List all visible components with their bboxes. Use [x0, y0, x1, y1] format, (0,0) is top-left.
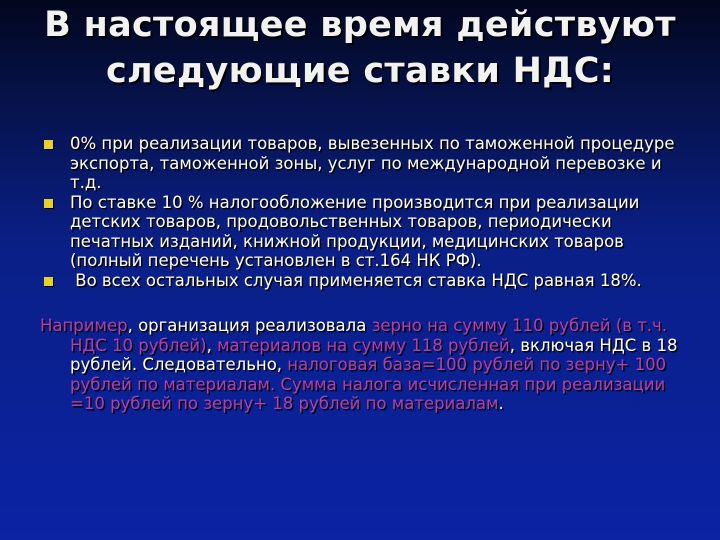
example-text: .: [498, 394, 504, 413]
bullet-item-ten-rate: [44, 193, 680, 271]
square-bullet-icon: [44, 277, 53, 286]
bullet-text: 0% при реализации товаров, вывезенных по таможенной процедуре экспорта, таможенной зоны, услуг по международной перевозке и т.д.: [70, 134, 675, 192]
bullet-item-zero-rate: [44, 134, 680, 193]
bullet-list: [44, 134, 680, 290]
slide-title: В настоящее время действуют следующие ставки НДС:: [44, 5, 676, 91]
slide-content: [40, 134, 680, 414]
example-lead: Например: [40, 316, 128, 335]
example-text: ,: [206, 335, 218, 355]
example-text: , включая НДС в 18 рублей. Следовательно,: [70, 335, 678, 374]
example-tax-base: налоговая база=100 рублей по зерну+ 100 рублей по материалам. Сумма налога исчисленная при реализации =10 рублей по зерну+ 18 рублей по материалам: [70, 355, 667, 413]
example-materials-amount: материалов на сумму 118 рублей: [217, 335, 510, 355]
bullet-item-eighteen-rate: [44, 271, 680, 291]
square-bullet-icon: [44, 140, 53, 149]
bullet-text: Во всех остальных случая применяется ставка НДС равная 18%.: [70, 270, 642, 290]
example-text: , организация реализовала: [127, 316, 372, 335]
bullet-text: По ставке 10 % налогообложение производится при реализации детских товаров, продовольственных товаров, периодически печатных изданий, книжной продукции, медицинских товаров (полный перечень установлен в ст.164 НК РФ).: [70, 192, 640, 270]
example-paragraph: [40, 316, 680, 414]
example-grain-amount: зерно на сумму 110 рублей (в т.ч. НДС 10 рублей): [70, 316, 668, 355]
square-bullet-icon: [44, 199, 53, 208]
